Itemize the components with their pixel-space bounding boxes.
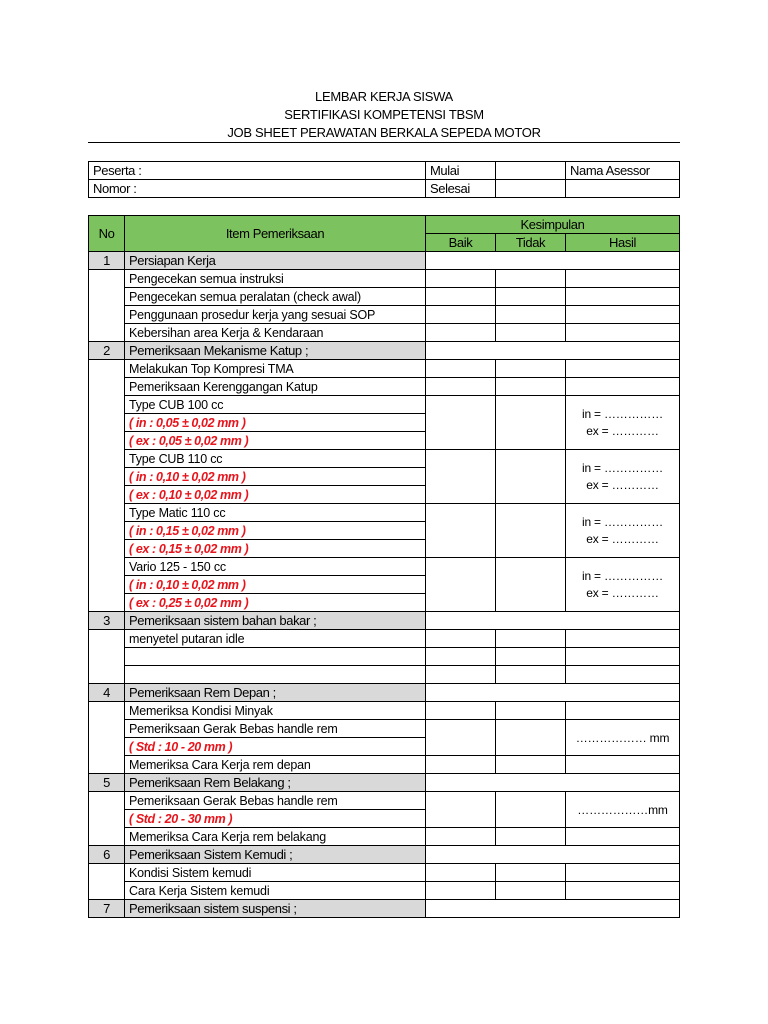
col-no-header: No [89, 216, 125, 252]
spec-ex: ( ex : 0,15 ± 0,02 mm ) [125, 540, 426, 558]
col-kesimpulan-header: Kesimpulan [426, 216, 680, 234]
section-number-blank [89, 630, 125, 684]
check-item: Kondisi Sistem kemudi [125, 864, 426, 882]
hasil-mm-cell[interactable]: ……………… mm [566, 720, 680, 756]
tidak-cell[interactable] [496, 828, 566, 846]
check-item-blank[interactable] [125, 648, 426, 666]
spec-ex: ( ex : 0,05 ± 0,02 mm ) [125, 432, 426, 450]
asesor-label: Nama Asessor [566, 162, 680, 180]
section-blank [426, 684, 680, 702]
spec-in: ( in : 0,15 ± 0,02 mm ) [125, 522, 426, 540]
baik-cell[interactable] [426, 864, 496, 882]
col-hasil-header: Hasil [566, 234, 680, 252]
hasil-clearance-cell[interactable] [566, 558, 680, 612]
tidak-cell[interactable] [496, 720, 566, 756]
spec-ex: ( ex : 0,25 ± 0,02 mm ) [125, 594, 426, 612]
check-item: Pemeriksaan Gerak Bebas handle rem [125, 720, 426, 738]
hasil-ex: ex = ………… [586, 423, 659, 438]
tidak-cell[interactable] [496, 396, 566, 450]
hasil-clearance-cell[interactable] [566, 450, 680, 504]
baik-cell[interactable] [426, 396, 496, 450]
baik-cell[interactable] [426, 378, 496, 396]
hasil-in: in = …………… [581, 406, 664, 421]
check-item: Kebersihan area Kerja & Kendaraan [125, 324, 426, 342]
hasil-in: in = …………… [581, 460, 664, 475]
header-line-2: SERTIFIKASI KOMPETENSI TBSM [284, 107, 484, 122]
section-title: Persiapan Kerja [125, 252, 426, 270]
check-item: Pemeriksaan Gerak Bebas handle rem [125, 792, 426, 810]
hasil-cell[interactable] [566, 702, 680, 720]
hasil-cell[interactable] [566, 756, 680, 774]
hasil-ex: ex = ………… [586, 531, 659, 546]
tidak-cell[interactable] [496, 702, 566, 720]
section-blank [426, 846, 680, 864]
section-title: Pemeriksaan Rem Depan ; [125, 684, 426, 702]
section-number-blank [89, 702, 125, 774]
nomor-label: Nomor : [89, 180, 426, 198]
spec-in: ( in : 0,05 ± 0,02 mm ) [125, 414, 426, 432]
hasil-ex: ex = ………… [586, 477, 659, 492]
hasil-cell[interactable] [566, 828, 680, 846]
hasil-cell[interactable] [566, 648, 680, 666]
std-spec: ( Std : 20 - 30 mm ) [125, 810, 426, 828]
baik-cell[interactable] [426, 450, 496, 504]
tidak-cell[interactable] [496, 378, 566, 396]
section-blank [426, 252, 680, 270]
hasil-clearance-cell[interactable] [566, 396, 680, 450]
hasil-cell[interactable] [566, 324, 680, 342]
check-item: Pemeriksaan Kerenggangan Katup [125, 378, 426, 396]
check-item: Memeriksa Kondisi Minyak [125, 702, 426, 720]
tidak-cell[interactable] [496, 270, 566, 288]
section-title: Pemeriksaan sistem bahan bakar ; [125, 612, 426, 630]
peserta-label: Peserta : [89, 162, 426, 180]
col-tidak-header: Tidak [496, 234, 566, 252]
section-number: 4 [89, 684, 125, 702]
header-line-1: LEMBAR KERJA SISWA [315, 89, 453, 104]
check-item: Memeriksa Cara Kerja rem belakang [125, 828, 426, 846]
baik-cell[interactable] [426, 288, 496, 306]
tidak-cell[interactable] [496, 360, 566, 378]
participant-info-table [88, 161, 680, 198]
baik-cell[interactable] [426, 558, 496, 612]
header-line-3: JOB SHEET PERAWATAN BERKALA SEPEDA MOTOR [227, 125, 541, 140]
tidak-cell[interactable] [496, 792, 566, 828]
baik-cell[interactable] [426, 720, 496, 756]
tidak-cell[interactable] [496, 558, 566, 612]
section-number: 3 [89, 612, 125, 630]
baik-cell[interactable] [426, 324, 496, 342]
section-number: 6 [89, 846, 125, 864]
tidak-cell[interactable] [496, 324, 566, 342]
header-divider [88, 142, 680, 143]
hasil-cell[interactable] [566, 666, 680, 684]
tidak-cell[interactable] [496, 450, 566, 504]
baik-cell[interactable] [426, 756, 496, 774]
asesor-value-cell[interactable] [566, 180, 680, 198]
spec-in: ( in : 0,10 ± 0,02 mm ) [125, 576, 426, 594]
tidak-cell[interactable] [496, 288, 566, 306]
check-item: Melakukan Top Kompresi TMA [125, 360, 426, 378]
type-name: Type Matic 110 cc [125, 504, 426, 522]
hasil-cell[interactable] [566, 864, 680, 882]
check-item: Pengecekan semua peralatan (check awal) [125, 288, 426, 306]
type-name: Vario 125 - 150 cc [125, 558, 426, 576]
selesai-label: Selesai [426, 180, 496, 198]
hasil-cell[interactable] [566, 360, 680, 378]
baik-cell[interactable] [426, 828, 496, 846]
tidak-cell[interactable] [496, 504, 566, 558]
hasil-in: in = …………… [581, 514, 664, 529]
type-name: Type CUB 100 cc [125, 396, 426, 414]
check-item: Pengecekan semua instruksi [125, 270, 426, 288]
spec-in: ( in : 0,10 ± 0,02 mm ) [125, 468, 426, 486]
baik-cell[interactable] [426, 360, 496, 378]
section-number: 5 [89, 774, 125, 792]
hasil-cell[interactable] [566, 306, 680, 324]
section-blank [426, 342, 680, 360]
section-number-blank [89, 864, 125, 900]
section-title: Pemeriksaan Rem Belakang ; [125, 774, 426, 792]
type-name: Type CUB 110 cc [125, 450, 426, 468]
check-item: Cara Kerja Sistem kemudi [125, 882, 426, 900]
hasil-cell[interactable] [566, 270, 680, 288]
col-item-header: Item Pemeriksaan [125, 216, 426, 252]
check-item: Memeriksa Cara Kerja rem depan [125, 756, 426, 774]
tidak-cell[interactable] [496, 864, 566, 882]
section-number-blank [89, 792, 125, 846]
spec-ex: ( ex : 0,10 ± 0,02 mm ) [125, 486, 426, 504]
check-item-blank[interactable] [125, 666, 426, 684]
baik-cell[interactable] [426, 792, 496, 828]
baik-cell[interactable] [426, 648, 496, 666]
baik-cell[interactable] [426, 630, 496, 648]
document-header [0, 88, 768, 142]
section-number-blank [89, 360, 125, 612]
baik-cell[interactable] [426, 882, 496, 900]
baik-cell[interactable] [426, 306, 496, 324]
section-number-blank [89, 270, 125, 342]
tidak-cell[interactable] [496, 756, 566, 774]
check-item: menyetel putaran idle [125, 630, 426, 648]
section-blank [426, 900, 680, 918]
std-spec: ( Std : 10 - 20 mm ) [125, 738, 426, 756]
inspection-table [88, 215, 680, 918]
tidak-cell[interactable] [496, 648, 566, 666]
section-number: 7 [89, 900, 125, 918]
baik-cell[interactable] [426, 504, 496, 558]
section-title: Pemeriksaan Mekanisme Katup ; [125, 342, 426, 360]
mulai-label: Mulai [426, 162, 496, 180]
hasil-cell[interactable] [566, 882, 680, 900]
section-number: 1 [89, 252, 125, 270]
hasil-mm-cell[interactable]: ………………mm [566, 792, 680, 828]
hasil-clearance-cell[interactable] [566, 504, 680, 558]
mulai-value-cell[interactable] [496, 162, 566, 180]
selesai-value-cell[interactable] [496, 180, 566, 198]
section-number: 2 [89, 342, 125, 360]
section-title: Pemeriksaan sistem suspensi ; [125, 900, 426, 918]
section-blank [426, 774, 680, 792]
check-item: Penggunaan prosedur kerja yang sesuai SOP [125, 306, 426, 324]
section-title: Pemeriksaan Sistem Kemudi ; [125, 846, 426, 864]
col-baik-header: Baik [426, 234, 496, 252]
tidak-cell[interactable] [496, 882, 566, 900]
hasil-in: in = …………… [581, 568, 664, 583]
tidak-cell[interactable] [496, 666, 566, 684]
baik-cell[interactable] [426, 702, 496, 720]
hasil-cell[interactable] [566, 630, 680, 648]
tidak-cell[interactable] [496, 306, 566, 324]
hasil-ex: ex = ………… [586, 585, 659, 600]
hasil-cell[interactable] [566, 378, 680, 396]
tidak-cell[interactable] [496, 630, 566, 648]
hasil-cell[interactable] [566, 288, 680, 306]
section-blank [426, 612, 680, 630]
baik-cell[interactable] [426, 666, 496, 684]
baik-cell[interactable] [426, 270, 496, 288]
